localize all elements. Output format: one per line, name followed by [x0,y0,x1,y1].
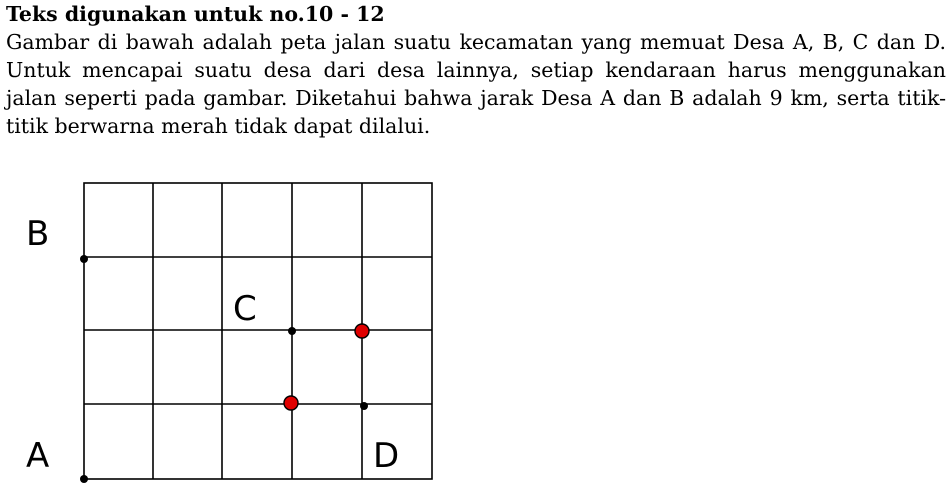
grid-border [84,183,432,479]
label-a: A [26,436,50,476]
road-grid [84,183,432,479]
village-a-point [80,475,88,483]
blocked-point-1 [355,324,369,338]
label-c: C [233,289,257,329]
label-d: D [373,436,400,476]
village-b-point [80,255,88,263]
blocked-point-2 [284,396,298,410]
text-paragraph: Gambar di bawah adalah peta jalan suatu kecamatan yang memuat Desa A, B, C dan D. Untuk mencapai suatu desa dari desa lainnya, setiap kendaraan harus menggunakan jalan seperti pada gambar. Diketahui bahwa jarak Desa A dan B adalah 9 km, serta titik-titik berwarna merah tidak dapat dilalui. [6,30,946,138]
text-heading: Teks digunakan untuk no.10 - 12 [6,2,385,26]
village-d-point [360,402,368,410]
village-c-point [288,327,296,335]
label-b: B [26,214,50,254]
